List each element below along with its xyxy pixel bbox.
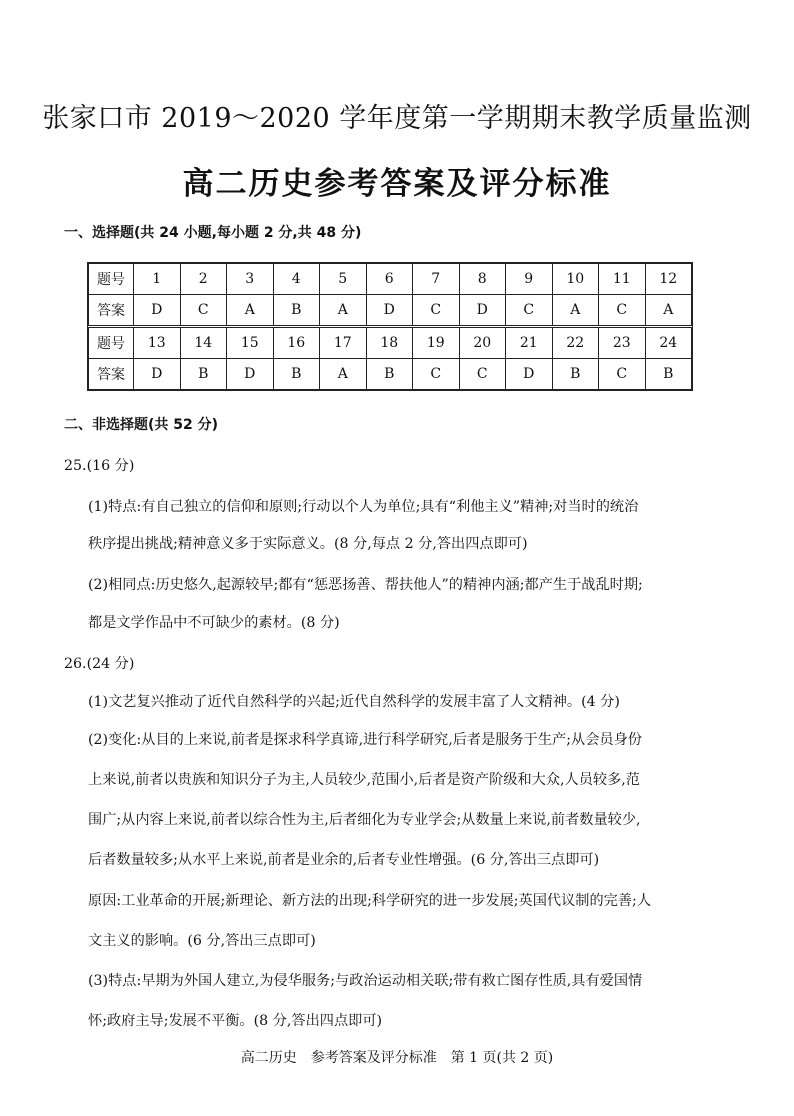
answer-line: (2)变化:从目的上来说,前者是探求科学真谛,进行科学研究,后者是服务于生产;从会员身份: [88, 732, 642, 748]
answer-cell: D: [134, 359, 181, 390]
answer-cell: D: [366, 295, 413, 327]
document-subtitle: 高二历史参考答案及评分标准: [182, 166, 612, 202]
answer-table: [88, 263, 692, 390]
answer-line: (1)特点:有自己独立的信仰和原则;行动以个人为单位;具有“利他主义”精神;对当时的统治: [88, 499, 639, 515]
answer-cell: C: [459, 359, 506, 390]
question-number: 4: [273, 264, 320, 295]
answer-line: (1)文艺复兴推动了近代自然科学的兴起;近代自然科学的发展丰富了人文精神。(4 分): [88, 694, 620, 710]
question-number: 6: [366, 264, 413, 295]
answer-line: 怀;政府主导;发展不平衡。(8 分,答出四点即可): [88, 1013, 383, 1029]
row-label-question: 题号: [89, 327, 134, 359]
answer-line: 秩序提出挑战;精神意义多于实际意义。(8 分,每点 2 分,答出四点即可): [88, 536, 528, 552]
answer-cell: B: [645, 359, 692, 390]
answer-cell: A: [320, 359, 367, 390]
answer-cell: B: [180, 359, 227, 390]
section-1-title: 一、选择题(共 24 小题,每小题 2 分,共 48 分): [64, 225, 362, 241]
document-title: 张家口市 2019～2020 学年度第一学期期末教学质量监测: [42, 103, 752, 134]
row-label-question: 题号: [89, 264, 134, 295]
section-2-title: 二、非选择题(共 52 分): [64, 417, 219, 433]
answer-cell: B: [273, 295, 320, 327]
table-row: [89, 327, 692, 359]
answer-cell: A: [227, 295, 274, 327]
question-number: 8: [459, 264, 506, 295]
answer-cell: D: [227, 359, 274, 390]
answer-cell: B: [366, 359, 413, 390]
answer-cell: A: [552, 295, 599, 327]
question-25-heading: 25.(16 分): [64, 458, 135, 474]
answer-cell: A: [320, 295, 367, 327]
answer-cell: C: [413, 359, 460, 390]
question-number: 19: [413, 327, 460, 359]
answer-cell: D: [134, 295, 181, 327]
answer-line: 都是文学作品中不可缺少的素材。(8 分): [88, 615, 340, 631]
answer-line: 围广;从内容上来说,前者以综合性为主,后者细化为专业学会;从数量上来说,前者数量较少,: [88, 812, 641, 828]
question-number: 24: [645, 327, 692, 359]
question-number: 21: [506, 327, 553, 359]
row-label-answer: 答案: [89, 295, 134, 327]
answer-cell: D: [459, 295, 506, 327]
table-row: [89, 295, 692, 327]
page-footer: 高二历史 参考答案及评分标准 第 1 页(共 2 页): [240, 1050, 554, 1066]
question-number: 9: [506, 264, 553, 295]
row-label-answer: 答案: [89, 359, 134, 390]
answer-line: 后者数量较多;从水平上来说,前者是业余的,后者专业性增强。(6 分,答出三点即可): [88, 852, 600, 868]
table-row: [89, 264, 692, 295]
question-26-heading: 26.(24 分): [64, 656, 135, 672]
question-number: 3: [227, 264, 274, 295]
question-number: 1: [134, 264, 181, 295]
question-number: 17: [320, 327, 367, 359]
answer-cell: B: [273, 359, 320, 390]
question-number: 5: [320, 264, 367, 295]
answer-cell: B: [552, 359, 599, 390]
answer-cell: C: [599, 295, 646, 327]
answer-line: 上来说,前者以贵族和知识分子为主,人员较少,范围小,后者是资产阶级和大众,人员较多,范: [88, 772, 640, 788]
answer-line: (2)相同点:历史悠久,起源较早;都有“惩恶扬善、帮扶他人”的精神内涵;都产生于战乱时期;: [88, 577, 643, 593]
question-number: 20: [459, 327, 506, 359]
question-number: 23: [599, 327, 646, 359]
question-number: 16: [273, 327, 320, 359]
question-number: 2: [180, 264, 227, 295]
answer-cell: C: [599, 359, 646, 390]
answer-cell: C: [180, 295, 227, 327]
question-number: 11: [599, 264, 646, 295]
answer-cell: C: [413, 295, 460, 327]
question-number: 7: [413, 264, 460, 295]
question-number: 12: [645, 264, 692, 295]
answer-cell: D: [506, 359, 553, 390]
answer-line: 文主义的影响。(6 分,答出三点即可): [88, 933, 316, 949]
question-number: 18: [366, 327, 413, 359]
question-number: 13: [134, 327, 181, 359]
answer-line: 原因:工业革命的开展;新理论、新方法的出现;科学研究的进一步发展;英国代议制的完善;人: [88, 893, 652, 909]
answer-line: (3)特点:早期为外国人建立,为侵华服务;与政治运动相关联;带有救亡图存性质,具有爱国情: [88, 973, 643, 989]
question-number: 10: [552, 264, 599, 295]
question-number: 22: [552, 327, 599, 359]
question-number: 15: [227, 327, 274, 359]
answer-cell: A: [645, 295, 692, 327]
table-row: [89, 359, 692, 390]
question-number: 14: [180, 327, 227, 359]
answer-cell: C: [506, 295, 553, 327]
